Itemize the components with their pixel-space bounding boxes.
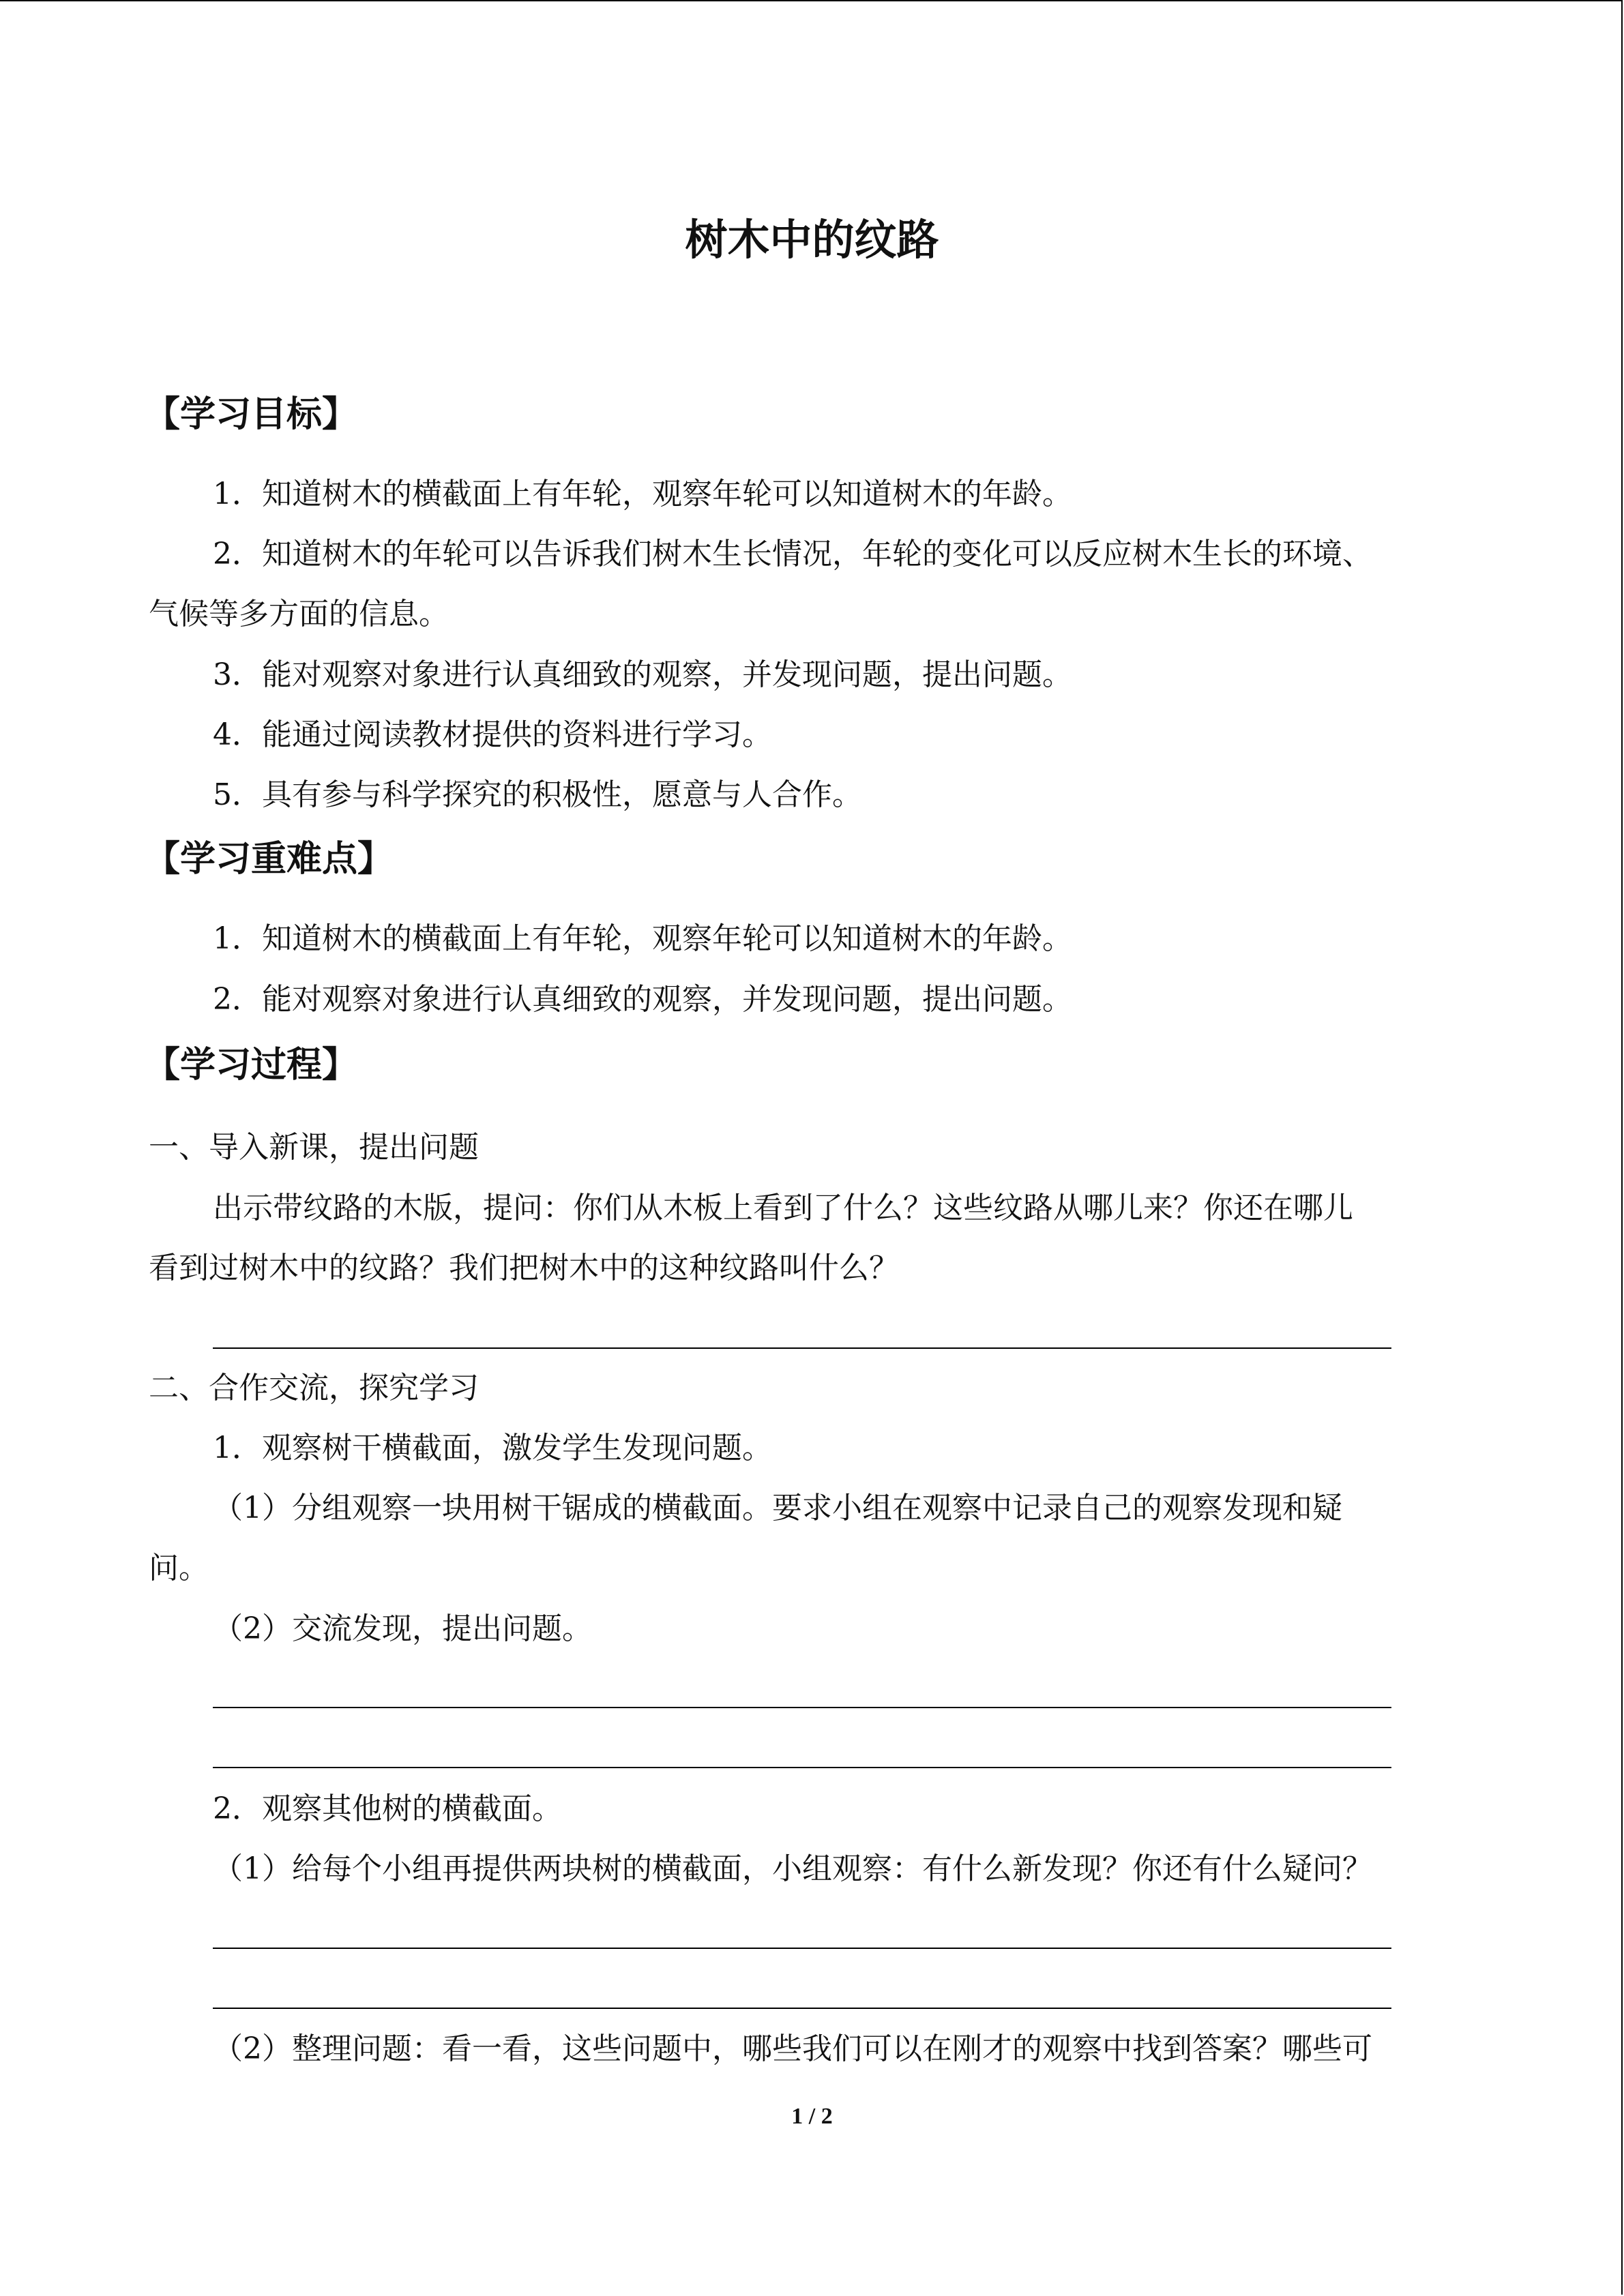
process-substep-continued: 问。 xyxy=(149,1551,209,1585)
process-part1-title: 一、导入新课，提出问题 xyxy=(149,1130,479,1165)
answer-line xyxy=(213,1347,1391,1349)
process-step: 2．观察其他树的横截面。 xyxy=(213,1791,562,1826)
objective-item: 1．知道树木的横截面上有年轮，观察年轮可以知道树木的年龄。 xyxy=(213,477,1072,511)
page-title: 树木中的纹路 xyxy=(685,215,939,265)
process-substep: （1）给每个小组再提供两块树的横截面，小组观察：有什么新发现？你还有什么疑问？ xyxy=(213,1851,1372,1886)
process-part1-text: 出示带纹路的木版，提问：你们从木板上看到了什么？这些纹路从哪儿来？你还在哪儿 xyxy=(213,1191,1353,1225)
answer-line xyxy=(213,2008,1391,2009)
key-point-item: 2．能对观察对象进行认真细致的观察，并发现问题，提出问题。 xyxy=(213,982,1072,1017)
page-number: 1 / 2 xyxy=(791,2104,833,2129)
objective-item: 5．具有参与科学探究的积极性，愿意与人合作。 xyxy=(213,777,862,812)
objective-item-continued: 气候等多方面的信息。 xyxy=(149,597,449,631)
objective-item: 2．知道树木的年轮可以告诉我们树木生长情况，年轮的变化可以反应树木生长的环境、 xyxy=(213,537,1372,571)
process-substep: （2）整理问题：看一看，这些问题中，哪些我们可以在刚才的观察中找到答案？哪些可 xyxy=(213,2031,1372,2066)
process-step: 1．观察树干横截面，激发学生发现问题。 xyxy=(213,1431,772,1465)
section-heading-objectives: 【学习目标】 xyxy=(145,394,358,435)
answer-line xyxy=(213,1767,1391,1768)
section-heading-process: 【学习过程】 xyxy=(145,1045,358,1086)
section-heading-key-points: 【学习重难点】 xyxy=(145,839,394,880)
process-part1-text-continued: 看到过树木中的纹路？我们把树木中的这种纹路叫什么？ xyxy=(149,1251,899,1285)
process-substep: （2）交流发现，提出问题。 xyxy=(213,1611,592,1646)
answer-line xyxy=(213,1707,1391,1708)
objective-item: 4．能通过阅读教材提供的资料进行学习。 xyxy=(213,717,772,752)
key-point-item: 1．知道树木的横截面上有年轮，观察年轮可以知道树木的年龄。 xyxy=(213,921,1072,956)
objective-item: 3．能对观察对象进行认真细致的观察，并发现问题，提出问题。 xyxy=(213,657,1072,692)
process-part2-title: 二、合作交流，探究学习 xyxy=(149,1371,479,1405)
answer-line xyxy=(213,1948,1391,1949)
process-substep: （1）分组观察一块用树干锯成的横截面。要求小组在观察中记录自己的观察发现和疑 xyxy=(213,1491,1342,1525)
